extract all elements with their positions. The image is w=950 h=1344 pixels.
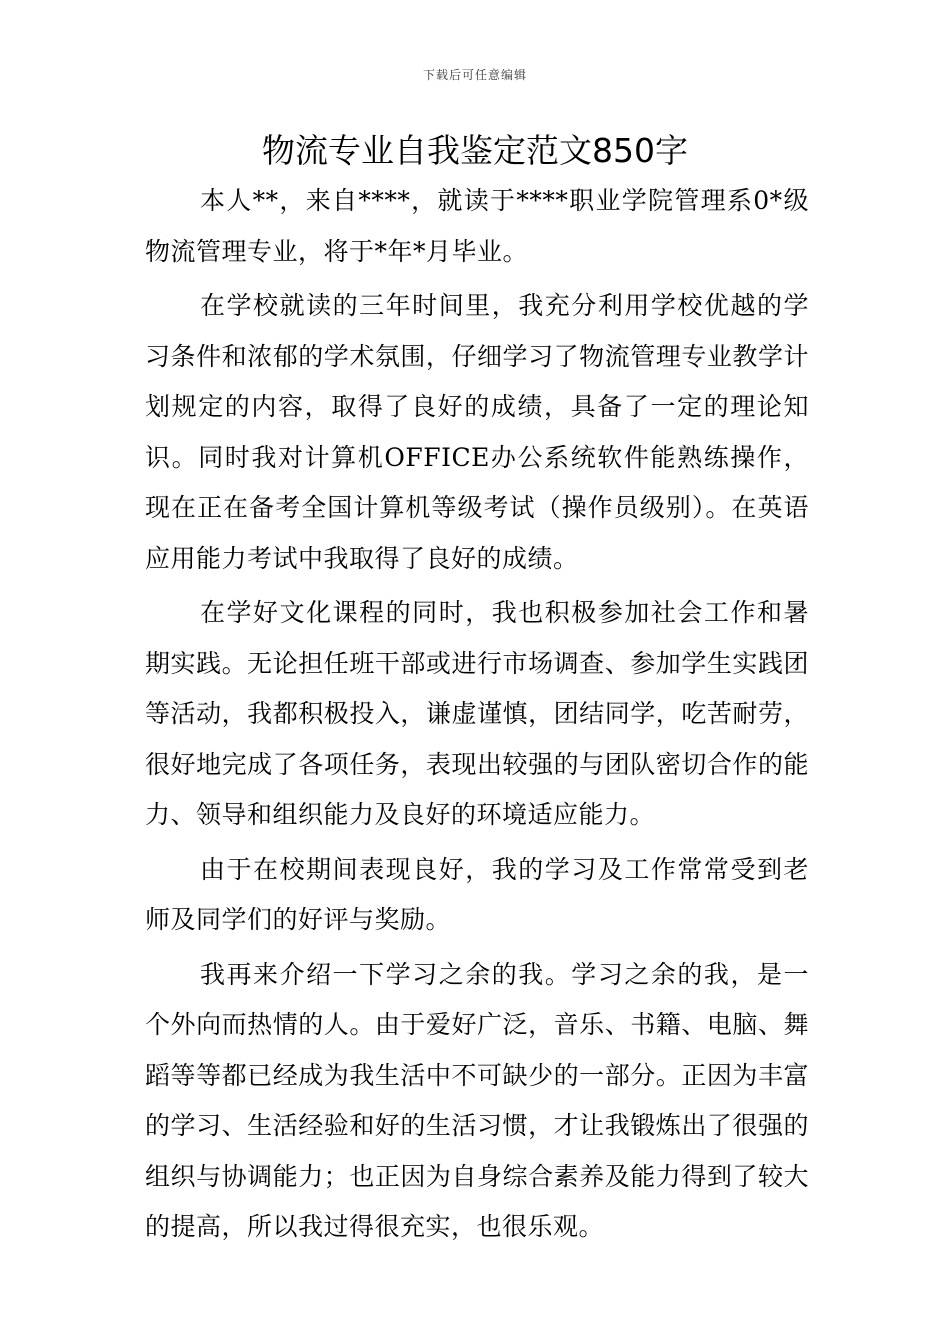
- paragraph-personal: 我再来介绍一下学习之余的我。学习之余的我，是一个外向而热情的人。由于爱好广泛，音乐、书籍、电脑、舞蹈等等都已经成为我生活中不可缺少的一部分。正因为丰富的学习、生活经验和好的生活习惯，才让我锻炼出了很强的组织与协调能力；也正因为自身综合素养及能力得到了较大的提高，所以我过得很充实，也很乐观。: [145, 959, 809, 1241]
- document-title: 物流专业自我鉴定范文850字: [262, 131, 688, 170]
- document-body: [145, 176, 809, 1257]
- paragraph-intro: 本人**，来自****，就读于****职业学院管理系0*级物流管理专业，将于*年*月毕业。: [145, 186, 809, 266]
- paragraph-study: 在学校就读的三年时间里，我充分利用学校优越的学习条件和浓郁的学术氛围，仔细学习了物流管理专业教学计划规定的内容，取得了良好的成绩，具备了一定的理论知识。同时我对计算机OFFICE办公系统软件能熟练操作，现在正在备考全国计算机等级考试（操作员级别）。在英语应用能力考试中我取得了良好的成绩。: [145, 291, 809, 573]
- paragraph-recognition: 由于在校期间表现良好，我的学习及工作常常受到老师及同学们的好评与奖励。: [145, 854, 809, 934]
- paragraph-activities: 在学好文化课程的同时，我也积极参加社会工作和暑期实践。无论担任班干部或进行市场调查、参加学生实践团等活动，我都积极投入，谦虚谨慎，团结同学，吃苦耐劳，很好地完成了各项任务，表现出较强的与团队密切合作的能力、领导和组织能力及良好的环境适应能力。: [145, 598, 809, 829]
- header-note: 下载后可任意编辑: [422, 68, 527, 82]
